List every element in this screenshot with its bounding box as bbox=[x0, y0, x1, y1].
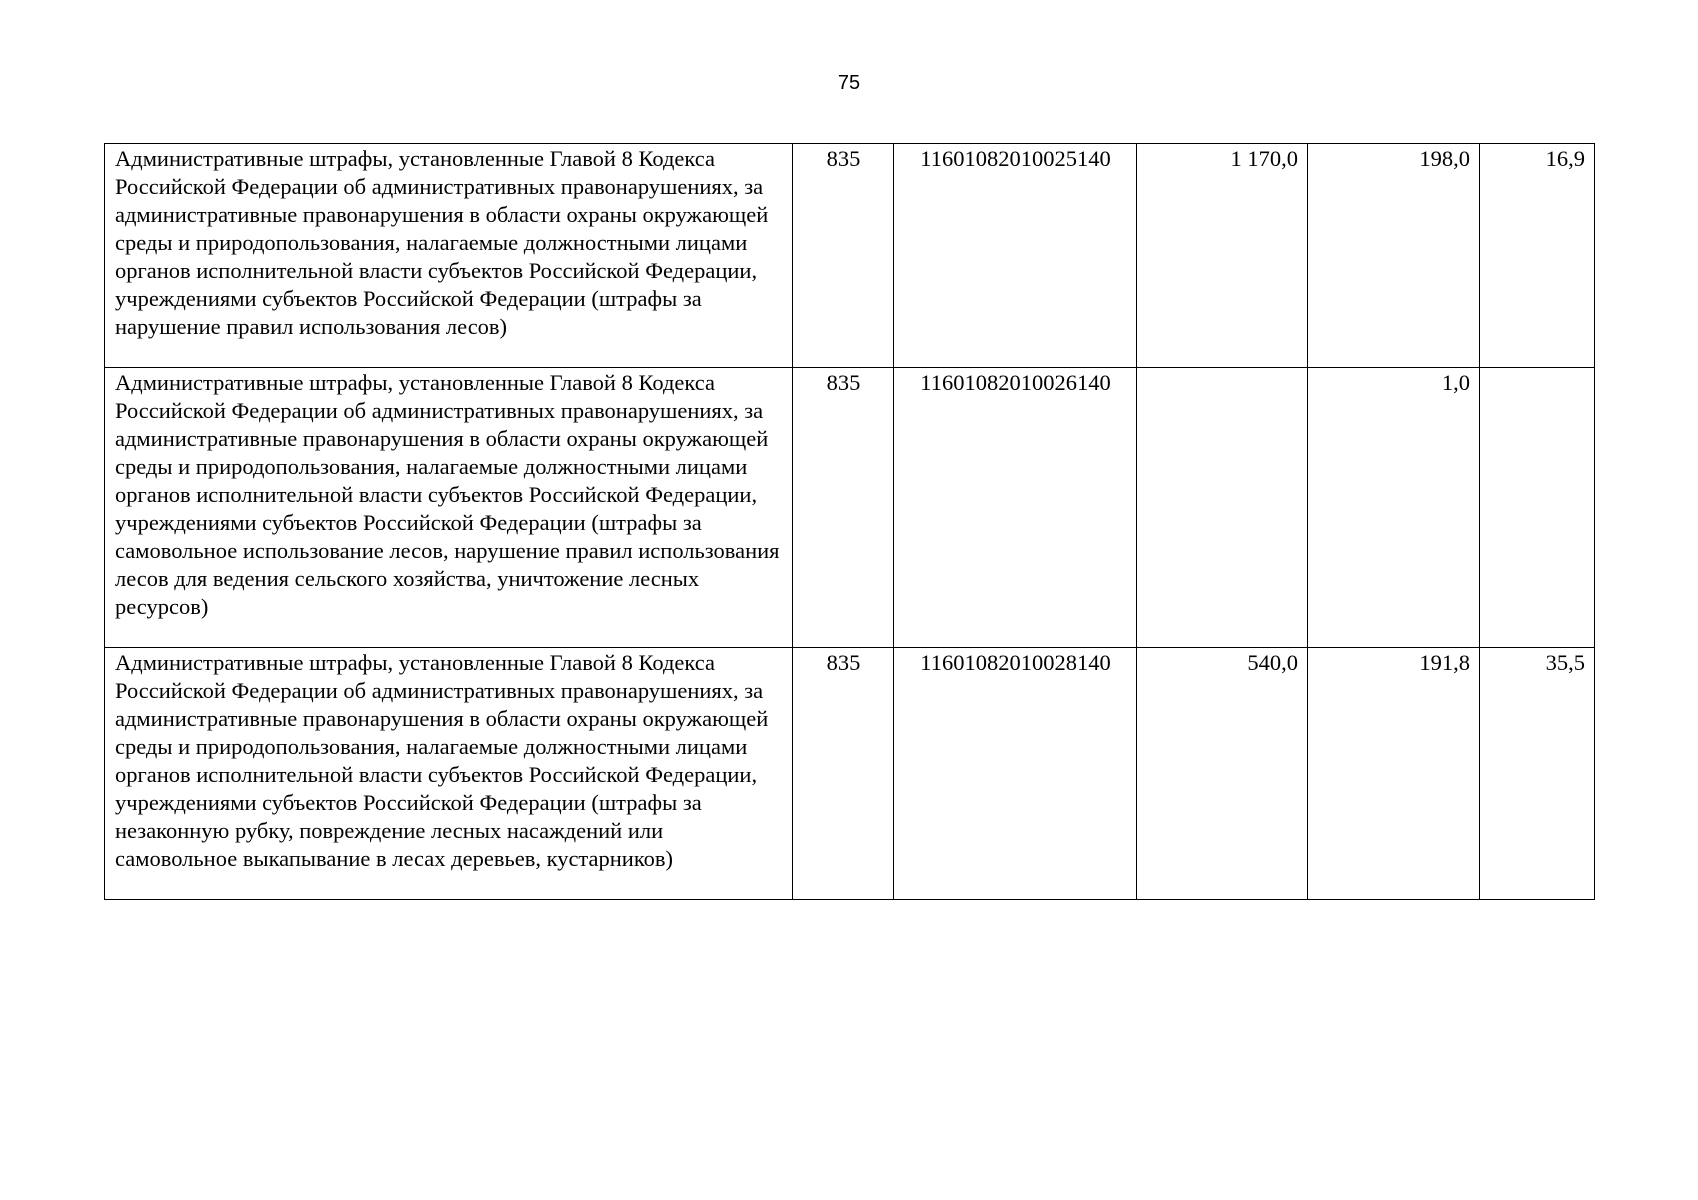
budget-table bbox=[104, 143, 1595, 900]
amount-cell-col4: 540,0 bbox=[1137, 648, 1308, 900]
admin-code-cell: 835 bbox=[793, 368, 894, 648]
table-row bbox=[105, 368, 1595, 648]
revenue-code-cell: 11601082010025140 bbox=[894, 144, 1137, 368]
row-description: Административные штрафы, установленные Главой 8 Кодекса Российской Федерации об административных правонарушениях, за административные правонарушения в области охраны окружающей среды и природопользования, налагаемые должностными лицами органов исполнительной власти субъектов Российской Федерации, учреждениями субъектов Российской Федерации (штрафы за незаконную рубку, повреждение лесных насаждений или самовольное выкапывание в лесах деревьев, кустарников) bbox=[105, 648, 793, 900]
amount-cell-col5: 1,0 bbox=[1308, 368, 1480, 648]
revenue-code-cell: 11601082010026140 bbox=[894, 368, 1137, 648]
admin-code-cell: 835 bbox=[793, 648, 894, 900]
revenue-code-cell: 11601082010028140 bbox=[894, 648, 1137, 900]
row-description: Административные штрафы, установленные Главой 8 Кодекса Российской Федерации об административных правонарушениях, за административные правонарушения в области охраны окружающей среды и природопользования, налагаемые должностными лицами органов исполнительной власти субъектов Российской Федерации, учреждениями субъектов Российской Федерации (штрафы за нарушение правил использования лесов) bbox=[105, 144, 793, 368]
percent-cell-col6: 35,5 bbox=[1480, 648, 1595, 900]
table-row bbox=[105, 144, 1595, 368]
amount-cell-col5: 191,8 bbox=[1308, 648, 1480, 900]
page-number: 75 bbox=[837, 72, 861, 94]
table-row bbox=[105, 648, 1595, 900]
amount-cell-col5: 198,0 bbox=[1308, 144, 1480, 368]
percent-cell-col6: 16,9 bbox=[1480, 144, 1595, 368]
amount-cell-col4: 1 170,0 bbox=[1137, 144, 1308, 368]
percent-cell-col6 bbox=[1480, 368, 1595, 648]
admin-code-cell: 835 bbox=[793, 144, 894, 368]
row-description: Административные штрафы, установленные Главой 8 Кодекса Российской Федерации об административных правонарушениях, за административные правонарушения в области охраны окружающей среды и природопользования, налагаемые должностными лицами органов исполнительной власти субъектов Российской Федерации, учреждениями субъектов Российской Федерации (штрафы за самовольное использование лесов, нарушение правил использования лесов для ведения сельского хозяйства, уничтожение лесных ресурсов) bbox=[105, 368, 793, 648]
amount-cell-col4 bbox=[1137, 368, 1308, 648]
